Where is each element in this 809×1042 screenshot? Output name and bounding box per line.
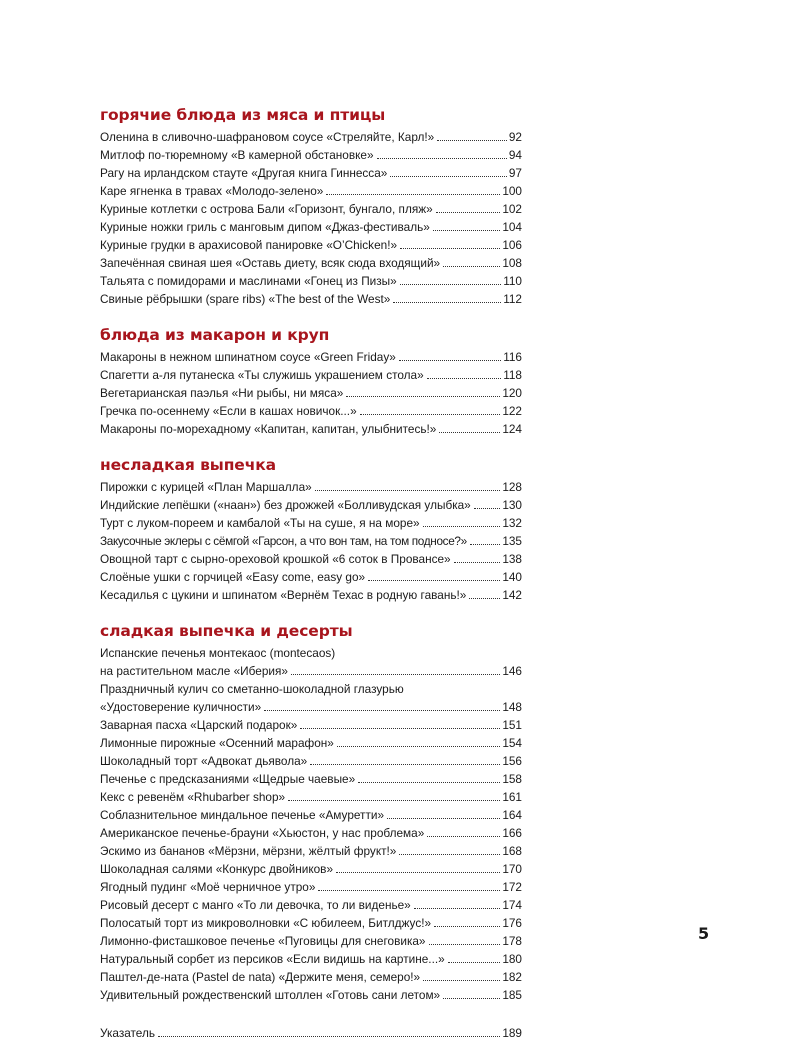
entry-page: 156 [502, 754, 522, 768]
toc-entry[interactable] [100, 968, 522, 986]
entry-title: Заварная пасха «Царский подарок» [100, 718, 298, 732]
toc-entry[interactable] [100, 146, 522, 164]
entry-title: Митлоф по-тюремному «В камерной обстановке» [100, 148, 374, 162]
page-number: 5 [698, 924, 710, 943]
toc-entry[interactable] [100, 878, 522, 896]
entry-page: 161 [502, 790, 522, 804]
entry-page: 128 [502, 480, 522, 494]
entry-title: Рагу на ирландском стауте «Другая книга Гиннесса» [100, 166, 388, 180]
entry-page: 151 [502, 718, 522, 732]
toc-entry[interactable] [100, 568, 522, 586]
toc-entry[interactable] [100, 290, 522, 308]
entry-title: Ягодный пудинг «Моё черничное утро» [100, 880, 316, 894]
dot-leader [427, 835, 500, 837]
toc-entry[interactable] [100, 788, 522, 806]
dot-leader [434, 925, 500, 927]
entry-title: Удивительный рождественский штоллен «Готовь сани летом» [100, 988, 441, 1002]
dot-leader [443, 265, 500, 267]
toc-entry[interactable] [100, 860, 522, 878]
entry-page: 164 [502, 808, 522, 822]
dot-leader [318, 889, 500, 891]
entry-title: Макароны по-морехадному «Капитан, капитан, улыбнитесь!» [100, 422, 437, 436]
entry-title: Американское печенье-брауни «Хьюстон, у нас проблема» [100, 826, 425, 840]
toc-entry[interactable] [100, 164, 522, 182]
dot-leader [427, 377, 502, 379]
toc-entry[interactable] [100, 950, 522, 968]
entry-title: Каре ягненка в травах «Молодо-зелено» [100, 184, 324, 198]
entry-title: Куриные котлетки с острова Бали «Горизонт, бунгало, пляж» [100, 202, 433, 216]
toc-entry-index[interactable] [100, 1024, 522, 1042]
toc-entry[interactable] [100, 680, 522, 716]
entry-title: Шоколадная салями «Конкурс двойников» [100, 862, 334, 876]
entry-title: Запечённая свиная шея «Оставь диету, всяк сюда входящий» [100, 256, 441, 270]
section-title: горячие блюда из мяса и птицы [100, 106, 386, 124]
entry-title: Индийские лепёшки («наан») без дрожжей «Болливудская улыбка» [100, 498, 471, 512]
toc-entry[interactable] [100, 496, 522, 514]
section-hot-dishes [100, 104, 522, 308]
entry-page: 120 [502, 386, 522, 400]
entry-page: 142 [502, 588, 522, 602]
toc-entry[interactable] [100, 752, 522, 770]
entry-title: Гречка по-осеннему «Если в кашах новичок...» [100, 404, 357, 418]
dot-leader [337, 745, 500, 747]
dot-leader [158, 1035, 500, 1037]
entry-title: Лимонно-фисташковое печенье «Пуговицы для снеговика» [100, 934, 426, 948]
entry-title-line1: Испанские печенья монтекаос (montecaos) [100, 646, 336, 660]
toc-entry[interactable] [100, 896, 522, 914]
entry-page: 100 [502, 184, 522, 198]
entry-page: 110 [503, 274, 522, 288]
entry-page: 185 [502, 988, 522, 1002]
entry-page: 180 [502, 952, 522, 966]
entry-title: Указатель [100, 1026, 155, 1040]
entry-page: 130 [502, 498, 522, 512]
toc-entry[interactable] [100, 218, 522, 236]
entry-title-line1: Праздничный кулич со сметанно-шоколадной глазурью [100, 682, 404, 696]
entry-title: Печенье с предсказаниями «Щедрые чаевые» [100, 772, 356, 786]
dot-leader [474, 507, 501, 509]
entry-page: 166 [502, 826, 522, 840]
entry-title: «Удостоверение куличности» [100, 700, 262, 714]
entry-page: 158 [502, 772, 522, 786]
toc-entry[interactable] [100, 128, 522, 146]
dot-leader [423, 979, 500, 981]
entry-page: 168 [502, 844, 522, 858]
toc-entry[interactable] [100, 734, 522, 752]
toc-entry[interactable] [100, 644, 522, 680]
dot-leader [315, 489, 501, 491]
entry-page: 172 [502, 880, 522, 894]
entry-title: Тальята с помидорами и маслинами «Гонец из Пизы» [100, 274, 397, 288]
entry-page: 104 [502, 220, 522, 234]
entry-page: 178 [502, 934, 522, 948]
entry-page: 148 [502, 700, 522, 714]
toc-entry[interactable] [100, 932, 522, 950]
dot-leader [400, 247, 500, 249]
toc-entry[interactable] [100, 586, 522, 604]
entry-page: 124 [502, 422, 522, 436]
toc-entry[interactable] [100, 366, 522, 384]
entry-page: 154 [502, 736, 522, 750]
dot-leader [443, 997, 500, 999]
entry-title: Закусочные эклеры с сёмгой «Гарсон, а что вон там, на том подносе?» [100, 534, 467, 548]
entry-title: Спагетти а-ля путанеска «Ты служишь украшением стола» [100, 368, 424, 382]
dot-leader [399, 359, 501, 361]
dot-leader [469, 597, 500, 599]
entry-page: 97 [508, 166, 522, 180]
dot-leader [429, 943, 501, 945]
dot-leader [433, 229, 501, 231]
entry-title: на растительном масле «Иберия» [100, 664, 288, 678]
dot-leader [414, 907, 501, 909]
dot-leader [291, 673, 500, 675]
entry-page: 116 [503, 350, 522, 364]
entry-page: 108 [502, 256, 522, 270]
toc-entry[interactable] [100, 182, 522, 200]
toc-entry[interactable] [100, 272, 522, 290]
entry-page: 176 [502, 916, 522, 930]
dot-leader [436, 211, 501, 213]
entry-title: Натуральный сорбет из персиков «Если видишь на картине...» [100, 952, 445, 966]
entry-title: Слоёные ушки с горчицей «Easy come, easy go» [100, 570, 366, 584]
entry-page: 102 [502, 202, 522, 216]
dot-leader [454, 561, 501, 563]
toc-entry[interactable] [100, 478, 522, 496]
entry-page: 92 [508, 130, 522, 144]
section-sweet-desserts [100, 620, 522, 1004]
dot-leader [377, 157, 507, 159]
toc-entry[interactable] [100, 402, 522, 420]
entry-title: Куриные ножки гриль с манговым дипом «Джаз-фестиваль» [100, 220, 430, 234]
toc-entry[interactable] [100, 824, 522, 842]
entry-title: Соблазнительное миндальное печенье «Амуретти» [100, 808, 385, 822]
toc-entry[interactable] [100, 550, 522, 568]
entry-title: Макароны в нежном шпинатном соусе «Green Friday» [100, 350, 396, 364]
entry-page: 94 [508, 148, 522, 162]
section-title: сладкая выпечка и десерты [100, 622, 353, 640]
entry-title: Турт с луком-пореем и камбалой «Ты на суше, я на море» [100, 516, 420, 530]
toc-entry[interactable] [100, 254, 522, 272]
section-title: несладкая выпечка [100, 456, 277, 474]
entry-title: Куриные грудки в арахисовой панировке «O’Chicken!» [100, 238, 398, 252]
entry-page: 122 [502, 404, 522, 418]
dot-leader [423, 525, 501, 527]
entry-page: 189 [502, 1026, 522, 1040]
entry-page: 170 [502, 862, 522, 876]
entry-page: 106 [502, 238, 522, 252]
dot-leader [390, 175, 507, 177]
dot-leader [300, 727, 500, 729]
dot-leader [326, 193, 500, 195]
dot-leader [288, 799, 500, 801]
entry-page: 132 [502, 516, 522, 530]
entry-page: 112 [503, 292, 522, 306]
entry-page: 140 [502, 570, 522, 584]
section-title: блюда из макарон и круп [100, 326, 330, 344]
entry-title: Паштел-де-ната (Pastel de nata) «Держите меня, семеро!» [100, 970, 421, 984]
dot-leader [310, 763, 500, 765]
entry-page: 135 [502, 534, 522, 548]
dot-leader [346, 395, 500, 397]
entry-title: Пирожки с курицей «План Маршалла» [100, 480, 312, 494]
dot-leader [393, 301, 501, 303]
section-savory-pastry [100, 454, 522, 604]
entry-title: Свиные рёбрышки (spare ribs) «The best of the West» [100, 292, 391, 306]
entry-title: Овощной тарт с сырно-ореховой крошкой «6 соток в Провансе» [100, 552, 451, 566]
entry-title: Лимонные пирожные «Осенний марафон» [100, 736, 334, 750]
entry-page: 174 [502, 898, 522, 912]
dot-leader [264, 709, 500, 711]
toc-entry[interactable] [100, 716, 522, 734]
entry-page: 118 [503, 368, 522, 382]
entry-title: Рисовый десерт с манго «То ли девочка, то ли виденье» [100, 898, 411, 912]
toc-entry[interactable] [100, 770, 522, 788]
dot-leader [400, 283, 501, 285]
dot-leader [368, 579, 500, 581]
entry-title: Полосатый торт из микроволновки «С юбилеем, Битлджус!» [100, 916, 432, 930]
entry-title: Кесадилья с цукини и шпинатом «Вернём Техас в родную гавань!» [100, 588, 467, 602]
dot-leader [387, 817, 500, 819]
toc-entry[interactable] [100, 842, 522, 860]
dot-leader [336, 871, 500, 873]
dot-leader [437, 139, 507, 141]
toc-entry[interactable] [100, 986, 522, 1004]
entry-title: Эскимо из бананов «Мёрзни, мёрзни, жёлтый фрукт!» [100, 844, 397, 858]
toc-entry[interactable] [100, 914, 522, 932]
dot-leader [448, 961, 501, 963]
entry-title: Кекс с ревенём «Rhubarber shop» [100, 790, 286, 804]
toc-entry[interactable] [100, 532, 522, 550]
entry-page: 138 [502, 552, 522, 566]
table-of-contents [100, 104, 522, 1042]
dot-leader [399, 853, 500, 855]
dot-leader [360, 413, 501, 415]
toc-entry[interactable] [100, 514, 522, 532]
toc-entry[interactable] [100, 348, 522, 366]
toc-entry[interactable] [100, 384, 522, 402]
entry-page: 146 [502, 664, 522, 678]
entry-page: 182 [502, 970, 522, 984]
toc-entry[interactable] [100, 200, 522, 218]
dot-leader [470, 543, 500, 545]
toc-entry[interactable] [100, 420, 522, 438]
entry-title: Шоколадный торт «Адвокат дьявола» [100, 754, 308, 768]
dot-leader [439, 431, 500, 433]
dot-leader [358, 781, 500, 783]
entry-title: Вегетарианская паэлья «Ни рыбы, ни мяса» [100, 386, 344, 400]
toc-entry[interactable] [100, 236, 522, 254]
entry-title: Оленина в сливочно-шафрановом соусе «Стреляйте, Карл!» [100, 130, 435, 144]
section-pasta-grains [100, 324, 522, 438]
toc-entry[interactable] [100, 806, 522, 824]
